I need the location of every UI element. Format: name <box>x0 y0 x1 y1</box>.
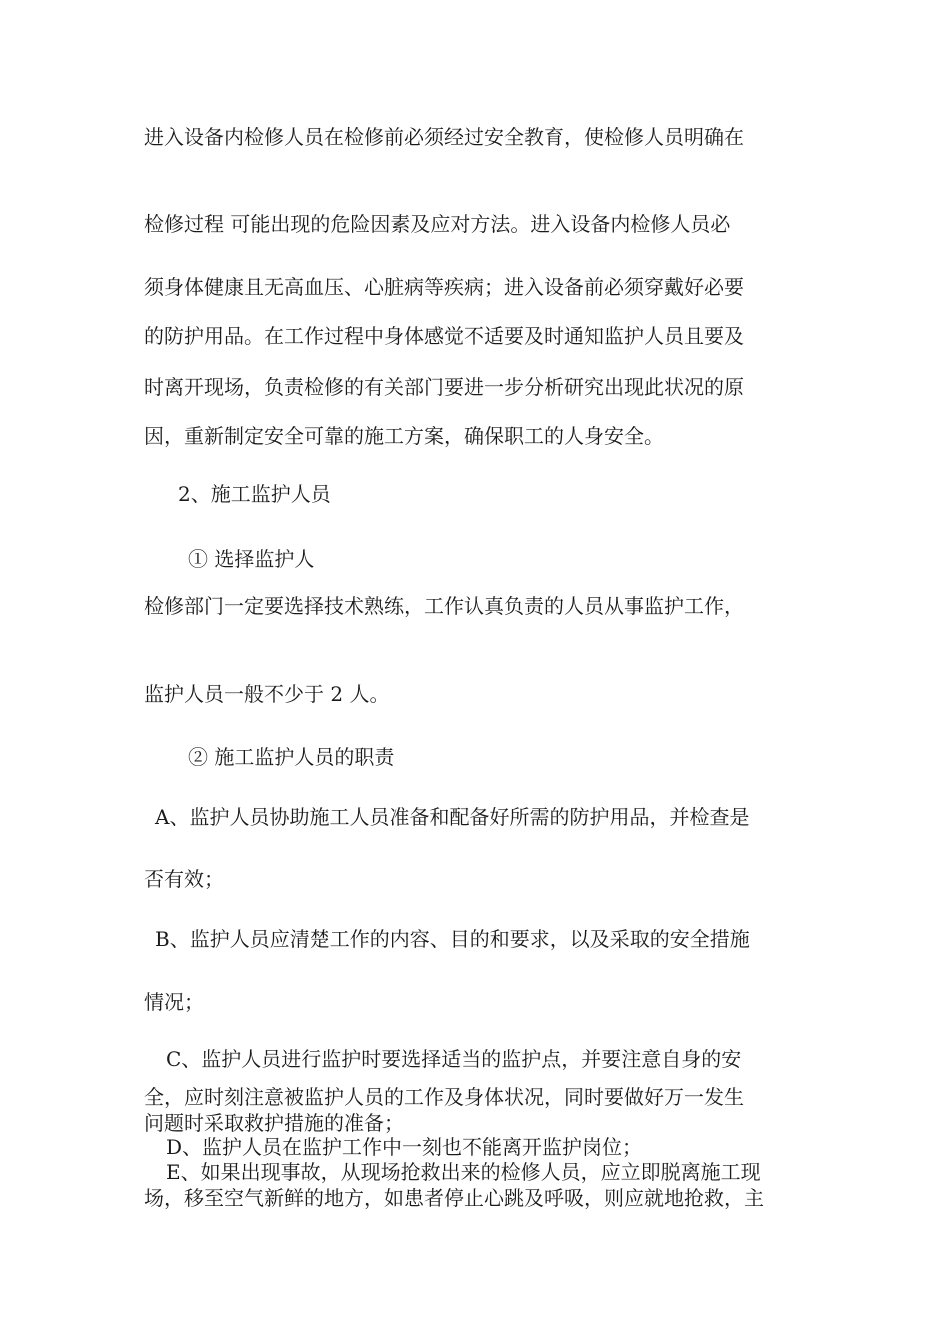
list-item-continuation: 情况； <box>144 990 204 1014</box>
list-item: A、监护人员协助施工人员准备和配备好所需的防护用品，并检查是 <box>155 805 750 829</box>
paragraph-line: 检修部门一定要选择技术熟练，工作认真负责的人员从事监护工作， <box>144 594 744 618</box>
paragraph-line: 进入设备内检修人员在检修前必须经过安全教育，使检修人员明确在 <box>144 125 744 149</box>
paragraph-line: 检修过程 可能出现的危险因素及应对方法。进入设备内检修人员必 <box>144 212 731 236</box>
paragraph-line: 须身体健康且无高血压、心脏病等疾病；进入设备前必须穿戴好必要 <box>144 275 744 299</box>
paragraph-line: 监护人员一般不少于 2 人。 <box>144 682 390 706</box>
list-item: C、监护人员进行监护时要选择适当的监护点，并要注意自身的安 <box>166 1047 742 1071</box>
list-item-continuation: 全，应时刻注意被监护人员的工作及身体状况，同时要做好万一发生 <box>144 1085 744 1109</box>
paragraph-line: 因，重新制定安全可靠的施工方案，确保职工的人身安全。 <box>144 424 664 448</box>
section-heading: 2、施工监护人员 <box>178 482 331 506</box>
paragraph-line: 的防护用品。在工作过程中身体感觉不适要及时通知监护人员且要及 <box>144 324 744 348</box>
list-item-continuation: 场，移至空气新鲜的地方，如患者停止心跳及呼吸，则应就地抢救，主 <box>144 1186 764 1210</box>
list-item: B、监护人员应清楚工作的内容、目的和要求，以及采取的安全措施 <box>155 927 750 951</box>
subsection-heading: ② 施工监护人员的职责 <box>188 745 395 769</box>
subsection-heading: ① 选择监护人 <box>188 547 315 571</box>
paragraph-line: 时离开现场，负责检修的有关部门要进一步分析研究出现此状况的原 <box>144 375 744 399</box>
list-item-continuation: 否有效； <box>144 867 224 891</box>
list-item-continuation: 问题时采取救护措施的准备； <box>144 1111 404 1135</box>
list-item: E、如果出现事故，从现场抢救出来的检修人员，应立即脱离施工现 <box>166 1160 761 1184</box>
list-item: D、监护人员在监护工作中一刻也不能离开监护岗位； <box>166 1135 643 1159</box>
